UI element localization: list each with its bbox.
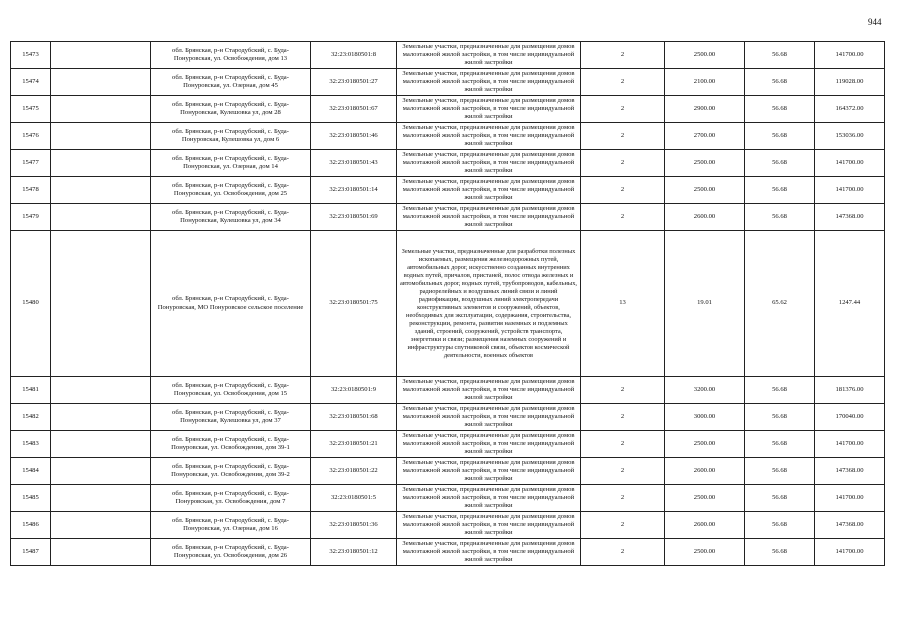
table-row [11, 539, 885, 566]
area-cell: 2500.00 [665, 485, 745, 512]
empty-cell [51, 177, 151, 204]
land-use-cell: Земельные участки, предназначенные для размещения домов малоэтажной жилой застройки, в том числе индивидуальной жилой застройки [397, 404, 581, 431]
use-group-cell: 13 [581, 231, 665, 377]
use-group-cell: 2 [581, 431, 665, 458]
empty-cell [51, 123, 151, 150]
address-cell: обл. Брянская, р-н Стародубский, с. Буда-Понуровская, Кулешовка ул, дом 6 [151, 123, 311, 150]
address-cell: обл. Брянская, р-н Стародубский, с. Буда-Понуровская, ул. Озерная, дом 16 [151, 512, 311, 539]
empty-cell [51, 69, 151, 96]
cadastral-number-cell: 32:23:0180501:67 [311, 96, 397, 123]
cadastral-number-cell: 32:23:0180501:8 [311, 42, 397, 69]
empty-cell [51, 96, 151, 123]
use-group-cell: 2 [581, 204, 665, 231]
table-row [11, 404, 885, 431]
cadastral-number-cell: 32:23:0180501:5 [311, 485, 397, 512]
cadastral-number-cell: 32:23:0180501:27 [311, 69, 397, 96]
land-use-cell: Земельные участки, предназначенные для размещения домов малоэтажной жилой застройки, в том числе индивидуальной жилой застройки [397, 485, 581, 512]
empty-cell [51, 377, 151, 404]
specific-value-cell: 56.68 [745, 42, 815, 69]
address-cell: обл. Брянская, р-н Стародубский, с. Буда-Понуровская, ул. Освобождения, дом 13 [151, 42, 311, 69]
row-number-cell: 15481 [11, 377, 51, 404]
address-cell: обл. Брянская, р-н Стародубский, с. Буда-Понуровская, Кулешовка ул, дом 37 [151, 404, 311, 431]
empty-cell [51, 42, 151, 69]
area-cell: 2500.00 [665, 431, 745, 458]
use-group-cell: 2 [581, 539, 665, 566]
address-cell: обл. Брянская, р-н Стародубский, с. Буда-Понуровская, ул. Озерная, дом 14 [151, 150, 311, 177]
cadastral-value-cell: 119028.00 [815, 69, 885, 96]
cadastral-value-cell: 164372.00 [815, 96, 885, 123]
land-use-cell: Земельные участки, предназначенные для размещения домов малоэтажной жилой застройки, в том числе индивидуальной жилой застройки [397, 96, 581, 123]
use-group-cell: 2 [581, 485, 665, 512]
cadastral-value-cell: 141700.00 [815, 485, 885, 512]
use-group-cell: 2 [581, 42, 665, 69]
row-number-cell: 15479 [11, 204, 51, 231]
table-row [11, 458, 885, 485]
empty-cell [51, 458, 151, 485]
area-cell: 2600.00 [665, 512, 745, 539]
address-cell: обл. Брянская, р-н Стародубский, с. Буда-Понуровская, ул. Освобождения, дом 39-1 [151, 431, 311, 458]
specific-value-cell: 56.68 [745, 150, 815, 177]
area-cell: 2500.00 [665, 539, 745, 566]
address-cell: обл. Брянская, р-н Стародубский, с. Буда-Понуровская, МО Понуровское сельское поселение [151, 231, 311, 377]
area-cell: 2500.00 [665, 42, 745, 69]
row-number-cell: 15478 [11, 177, 51, 204]
cadastral-number-cell: 32:23:0180501:46 [311, 123, 397, 150]
row-number-cell: 15484 [11, 458, 51, 485]
cadastral-value-cell: 181376.00 [815, 377, 885, 404]
land-use-cell: Земельные участки, предназначенные для размещения домов малоэтажной жилой застройки, в том числе индивидуальной жилой застройки [397, 539, 581, 566]
specific-value-cell: 56.68 [745, 96, 815, 123]
row-number-cell: 15480 [11, 231, 51, 377]
land-use-cell: Земельные участки, предназначенные для размещения домов малоэтажной жилой застройки, в том числе индивидуальной жилой застройки [397, 512, 581, 539]
cadastral-number-cell: 32:23:0180501:21 [311, 431, 397, 458]
cadastral-number-cell: 32:23:0180501:12 [311, 539, 397, 566]
use-group-cell: 2 [581, 123, 665, 150]
table-row [11, 431, 885, 458]
cadastral-value-cell: 141700.00 [815, 177, 885, 204]
cadastral-value-cell: 147368.00 [815, 458, 885, 485]
specific-value-cell: 56.68 [745, 177, 815, 204]
table-row [11, 485, 885, 512]
specific-value-cell: 56.68 [745, 404, 815, 431]
area-cell: 2600.00 [665, 204, 745, 231]
area-cell: 2900.00 [665, 96, 745, 123]
specific-value-cell: 56.68 [745, 458, 815, 485]
use-group-cell: 2 [581, 150, 665, 177]
specific-value-cell: 56.68 [745, 204, 815, 231]
land-use-cell: Земельные участки, предназначенные для размещения домов малоэтажной жилой застройки, в том числе индивидуальной жилой застройки [397, 458, 581, 485]
area-cell: 2500.00 [665, 150, 745, 177]
area-cell: 2500.00 [665, 177, 745, 204]
address-cell: обл. Брянская, р-н Стародубский, с. Буда-Понуровская, Кулешовка ул, дом 34 [151, 204, 311, 231]
cadastral-value-cell: 153036.00 [815, 123, 885, 150]
land-registry-table [10, 41, 885, 566]
row-number-cell: 15473 [11, 42, 51, 69]
empty-cell [51, 539, 151, 566]
area-cell: 2600.00 [665, 458, 745, 485]
row-number-cell: 15476 [11, 123, 51, 150]
cadastral-value-cell: 141700.00 [815, 42, 885, 69]
use-group-cell: 2 [581, 458, 665, 485]
specific-value-cell: 56.68 [745, 539, 815, 566]
land-use-cell: Земельные участки, предназначенные для разработки полезных ископаемых, размещения железнодорожных путей, автомобильных дорог, искусственно созданных внутренних водных путей, причалов, пристаней, полос отвода железных и автомобильных дорог, водных путей, трубопроводов, кабельных, радиорелейных и воздушных линий связи и линий радиофикации, воздушных линий электропередачи конструктивных элементов и сооружений, объектов, необходимых для эксплуатации, содержания, строительства, реконструкции, ремонта, развития наземных и подземных зданий, строений, сооружений, устройств транспорта, энергетики и связи; размещения наземных сооружений и инфраструктуры спутниковой связи, объектов космической деятельности, военных объектов [397, 231, 581, 377]
table-row [11, 512, 885, 539]
use-group-cell: 2 [581, 377, 665, 404]
cadastral-value-cell: 1247.44 [815, 231, 885, 377]
table-row [11, 204, 885, 231]
empty-cell [51, 485, 151, 512]
cadastral-value-cell: 141700.00 [815, 539, 885, 566]
area-cell: 3200.00 [665, 377, 745, 404]
cadastral-number-cell: 32:23:0180501:75 [311, 231, 397, 377]
empty-cell [51, 404, 151, 431]
land-use-cell: Земельные участки, предназначенные для размещения домов малоэтажной жилой застройки, в том числе индивидуальной жилой застройки [397, 204, 581, 231]
area-cell: 3000.00 [665, 404, 745, 431]
land-use-cell: Земельные участки, предназначенные для размещения домов малоэтажной жилой застройки, в том числе индивидуальной жилой застройки [397, 150, 581, 177]
cadastral-number-cell: 32:23:0180501:9 [311, 377, 397, 404]
cadastral-value-cell: 147368.00 [815, 512, 885, 539]
empty-cell [51, 431, 151, 458]
use-group-cell: 2 [581, 404, 665, 431]
table-body [11, 42, 885, 566]
cadastral-number-cell: 32:23:0180501:69 [311, 204, 397, 231]
address-cell: обл. Брянская, р-н Стародубский, с. Буда-Понуровская, ул. Освобождения, дом 39-2 [151, 458, 311, 485]
page-number: 944 [868, 17, 882, 27]
table-row [11, 377, 885, 404]
specific-value-cell: 56.68 [745, 123, 815, 150]
specific-value-cell: 56.68 [745, 377, 815, 404]
address-cell: обл. Брянская, р-н Стародубский, с. Буда-Понуровская, ул. Освобождения, дом 25 [151, 177, 311, 204]
land-use-cell: Земельные участки, предназначенные для размещения домов малоэтажной жилой застройки, в том числе индивидуальной жилой застройки [397, 42, 581, 69]
table-row [11, 42, 885, 69]
area-cell: 2700.00 [665, 123, 745, 150]
row-number-cell: 15483 [11, 431, 51, 458]
row-number-cell: 15486 [11, 512, 51, 539]
cadastral-value-cell: 141700.00 [815, 431, 885, 458]
row-number-cell: 15487 [11, 539, 51, 566]
empty-cell [51, 150, 151, 177]
row-number-cell: 15474 [11, 69, 51, 96]
cadastral-value-cell: 170040.00 [815, 404, 885, 431]
empty-cell [51, 512, 151, 539]
specific-value-cell: 56.68 [745, 69, 815, 96]
use-group-cell: 2 [581, 512, 665, 539]
cadastral-value-cell: 141700.00 [815, 150, 885, 177]
address-cell: обл. Брянская, р-н Стародубский, с. Буда-Понуровская, ул. Освобождения, дом 15 [151, 377, 311, 404]
table-row [11, 96, 885, 123]
specific-value-cell: 56.68 [745, 512, 815, 539]
cadastral-number-cell: 32:23:0180501:68 [311, 404, 397, 431]
row-number-cell: 15485 [11, 485, 51, 512]
table-row [11, 177, 885, 204]
land-use-cell: Земельные участки, предназначенные для размещения домов малоэтажной жилой застройки, в том числе индивидуальной жилой застройки [397, 431, 581, 458]
land-use-cell: Земельные участки, предназначенные для размещения домов малоэтажной жилой застройки, в том числе индивидуальной жилой застройки [397, 377, 581, 404]
use-group-cell: 2 [581, 69, 665, 96]
table-row [11, 69, 885, 96]
address-cell: обл. Брянская, р-н Стародубский, с. Буда-Понуровская, ул. Озерная, дом 45 [151, 69, 311, 96]
address-cell: обл. Брянская, р-н Стародубский, с. Буда-Понуровская, Кулешовка ул, дом 28 [151, 96, 311, 123]
use-group-cell: 2 [581, 177, 665, 204]
land-use-cell: Земельные участки, предназначенные для размещения домов малоэтажной жилой застройки, в том числе индивидуальной жилой застройки [397, 123, 581, 150]
cadastral-number-cell: 32:23:0180501:22 [311, 458, 397, 485]
table-row [11, 231, 885, 377]
use-group-cell: 2 [581, 96, 665, 123]
empty-cell [51, 204, 151, 231]
row-number-cell: 15482 [11, 404, 51, 431]
row-number-cell: 15477 [11, 150, 51, 177]
specific-value-cell: 56.68 [745, 431, 815, 458]
cadastral-number-cell: 32:23:0180501:14 [311, 177, 397, 204]
area-cell: 2100.00 [665, 69, 745, 96]
specific-value-cell: 56.68 [745, 485, 815, 512]
land-use-cell: Земельные участки, предназначенные для размещения домов малоэтажной жилой застройки, в том числе индивидуальной жилой застройки [397, 177, 581, 204]
table-row [11, 150, 885, 177]
cadastral-number-cell: 32:23:0180501:43 [311, 150, 397, 177]
specific-value-cell: 65.62 [745, 231, 815, 377]
address-cell: обл. Брянская, р-н Стародубский, с. Буда-Понуровская, ул. Освобождения, дом 7 [151, 485, 311, 512]
row-number-cell: 15475 [11, 96, 51, 123]
table-row [11, 123, 885, 150]
area-cell: 19.01 [665, 231, 745, 377]
empty-cell [51, 231, 151, 377]
land-use-cell: Земельные участки, предназначенные для размещения домов малоэтажной жилой застройки, в том числе индивидуальной жилой застройки [397, 69, 581, 96]
address-cell: обл. Брянская, р-н Стародубский, с. Буда-Понуровская, ул. Освобождения, дом 26 [151, 539, 311, 566]
cadastral-value-cell: 147368.00 [815, 204, 885, 231]
cadastral-number-cell: 32:23:0180501:36 [311, 512, 397, 539]
